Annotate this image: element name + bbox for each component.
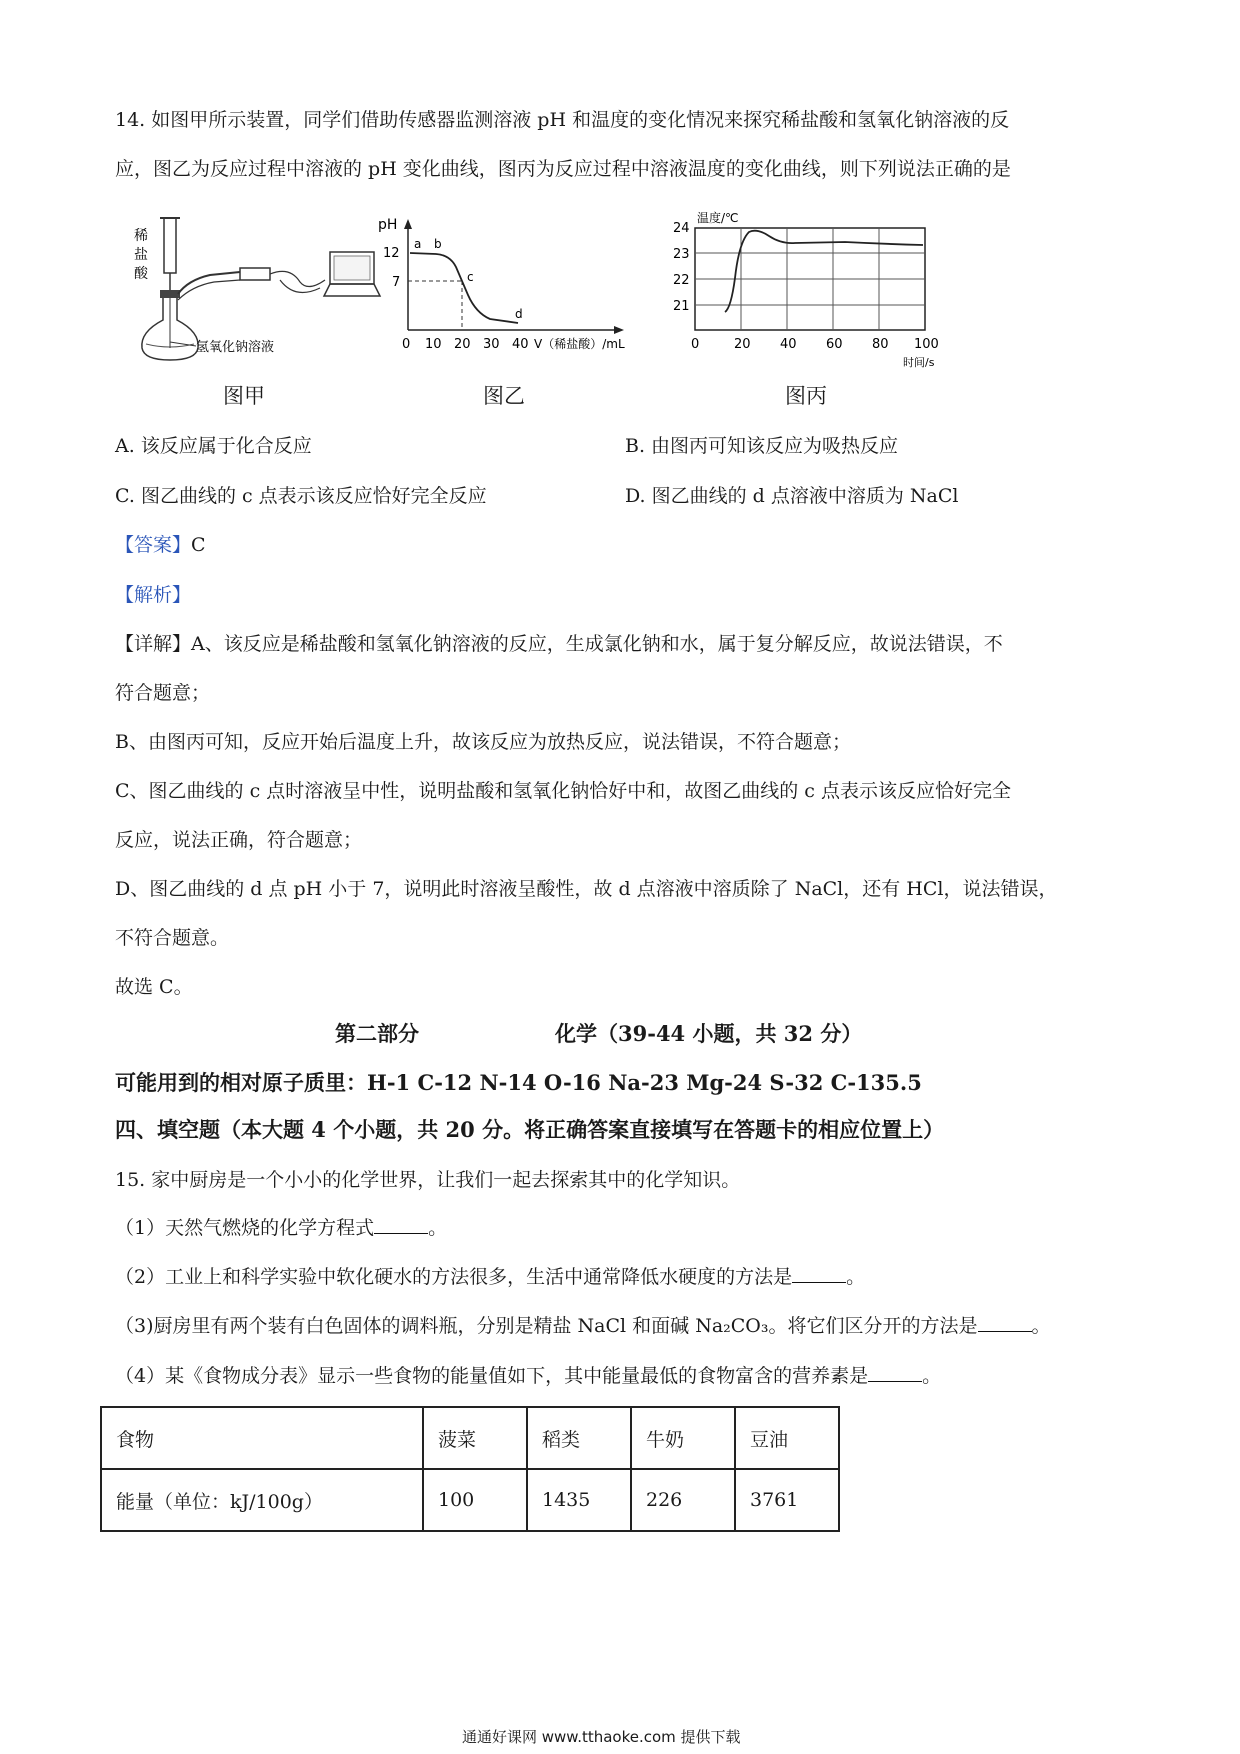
fig-bing-xlabel: 时间/s [903,356,935,369]
table-cell: 100 [423,1469,527,1531]
fig-bing-ylabel: 温度/℃ [697,211,739,225]
fig-yi-point-a: a [414,237,422,251]
fig-bing-xtick-20: 20 [734,337,751,352]
q15-sub2-text: （2）工业上和科学实验中软化硬水的方法很多，生活中通常降低水硬度的方法是 [115,1266,793,1288]
detail-c-line1: C、图乙曲线的 c 点时溶液呈中性，说明盐酸和氢氧化钠恰好中和，故图乙曲线的 c 点表示该反应恰好完全 [115,780,1011,802]
q15-sub4-text: （4）某《食物成分表》显示一些食物的能量值如下，其中能量最低的食物富含的营养素是 [115,1365,869,1387]
fig-yi-caption: 图乙 [483,384,525,408]
q15-sub3-text: （3)厨房里有两个装有白色固体的调料瓶，分别是精盐 NaCl 和面碱 Na₂CO₃。将它们区分开的方法是 [115,1315,978,1337]
q15-sub3 [115,1314,1051,1338]
table-cell: 3761 [735,1469,839,1531]
fig-yi-xtick-10: 10 [425,337,442,352]
fig-bing-ytick-21: 21 [673,299,690,314]
table-cell: 1435 [527,1469,631,1531]
fig-jia-apparatus [130,210,390,365]
answer-blank-1[interactable] [374,1217,428,1234]
fig-jia-acid-label-2: 盐 [134,247,148,263]
q15-sub1 [115,1216,447,1240]
table-cell: 能量（单位：kJ/100g） [101,1469,423,1531]
q15-sub1-text: （1）天然气燃烧的化学方程式 [115,1217,375,1239]
table-cell: 牛奶 [631,1407,735,1469]
fig-jia-acid-label-1: 稀 [134,228,148,244]
option-d: D. 图乙曲线的 d 点溶液中溶质为 NaCl [625,485,959,507]
q15-sub4 [115,1364,941,1388]
fig-yi-xlabel: V（稀盐酸）/mL [534,337,625,351]
answer-blank-3[interactable] [978,1315,1032,1332]
fig-jia-naoh-label: 氢氧化钠溶液 [196,340,275,355]
fig-bing-xtick-80: 80 [872,337,889,352]
fig-yi-xtick-20: 20 [454,337,471,352]
fig-yi-chart [378,215,668,365]
fig-bing-chart [665,208,965,373]
footer-source: 通通好课网 www.tthaoke.com 提供下载 [462,1728,741,1746]
q15-stem: 15. 家中厨房是一个小小的化学世界，让我们一起去探索其中的化学知识。 [115,1169,741,1191]
fig-yi-point-d: d [515,307,523,321]
q14-stem-line2: 应，图乙为反应过程中溶液的 pH 变化曲线，图丙为反应过程中溶液温度的变化曲线，则下列说法正确的是 [115,158,1011,180]
answer-line [115,533,206,557]
fig-yi-xtick-30: 30 [483,337,500,352]
fig-bing-ytick-22: 22 [673,273,690,288]
detail-a-line1: 【详解】A、该反应是稀盐酸和氢氧化钠溶液的反应，生成氯化钠和水，属于复分解反应，故说法错误，不 [115,633,1003,655]
fig-yi-ytick-12: 12 [383,246,400,261]
table-cell: 食物 [101,1407,423,1469]
table-cell: 稻类 [527,1407,631,1469]
fig-jia-caption: 图甲 [223,384,265,408]
detail-c-line2: 反应，说法正确，符合题意； [115,829,363,851]
fig-jia-acid-label-3: 酸 [134,266,148,282]
answer-blank-2[interactable] [792,1266,846,1283]
answer-blank-4[interactable] [868,1365,922,1382]
fig-bing-ytick-24: 24 [673,221,690,236]
section-four-heading: 四、填空题（本大题 4 个小题，共 20 分。将正确答案直接填写在答题卡的相应位置上） [115,1117,945,1142]
fig-yi-point-c: c [467,270,474,284]
q15-sub1-end: 。 [428,1217,448,1239]
table-header-row [101,1407,839,1469]
detail-d-line2: 不符合题意。 [115,927,230,949]
table-cell: 226 [631,1469,735,1531]
atomic-mass-line: 可能用到的相对原子质里：H-1 C-12 N-14 O-16 Na-23 Mg-24 S-32 C-135.5 [115,1070,922,1095]
q15-sub4-end: 。 [922,1365,942,1387]
q14-stem-line1: 14. 如图甲所示装置，同学们借助传感器监测溶液 pH 和温度的变化情况来探究稀盐酸和氢氧化钠溶液的反 [115,109,1010,131]
fig-bing-xtick-0: 0 [691,337,700,352]
detail-d-line1: D、图乙曲线的 d 点 pH 小于 7，说明此时溶液呈酸性，故 d 点溶液中溶质除了 NaCl，还有 HCl，说法错误， [115,878,1058,900]
option-b: B. 由图丙可知该反应为吸热反应 [625,435,899,457]
fig-yi-xtick-40: 40 [512,337,529,352]
food-energy-table [100,1406,840,1532]
fig-bing-caption: 图丙 [785,384,827,408]
fig-bing-xtick-60: 60 [826,337,843,352]
q15-sub2-end: 。 [846,1266,866,1288]
table-row [101,1469,839,1531]
detail-a-line2: 符合题意； [115,682,211,704]
q15-sub3-end: 。 [1031,1315,1051,1337]
fig-bing-xtick-100: 100 [914,337,939,352]
fig-yi-point-b: b [434,237,442,251]
part2-title-right: 化学（39-44 小题，共 32 分） [555,1021,863,1046]
q15-sub2 [115,1265,865,1289]
table-cell: 豆油 [735,1407,839,1469]
fig-bing-xtick-40: 40 [780,337,797,352]
part2-title-left: 第二部分 [335,1021,419,1046]
option-c: C. 图乙曲线的 c 点表示该反应恰好完全反应 [115,485,487,507]
table-cell: 菠菜 [423,1407,527,1469]
answer-tag: 【答案】 [115,534,192,556]
fig-yi-xtick-0: 0 [402,337,411,352]
fig-bing-ytick-23: 23 [673,247,690,262]
fig-yi-ylabel: pH [378,217,398,233]
analysis-tag: 【解析】 [115,584,192,606]
conclusion: 故选 C。 [115,976,193,998]
option-a: A. 该反应属于化合反应 [115,435,312,457]
detail-b: B、由图丙可知，反应开始后温度上升，故该反应为放热反应，说法错误，不符合题意； [115,731,851,753]
answer-value: C [191,534,206,556]
fig-yi-ytick-7: 7 [392,275,401,290]
